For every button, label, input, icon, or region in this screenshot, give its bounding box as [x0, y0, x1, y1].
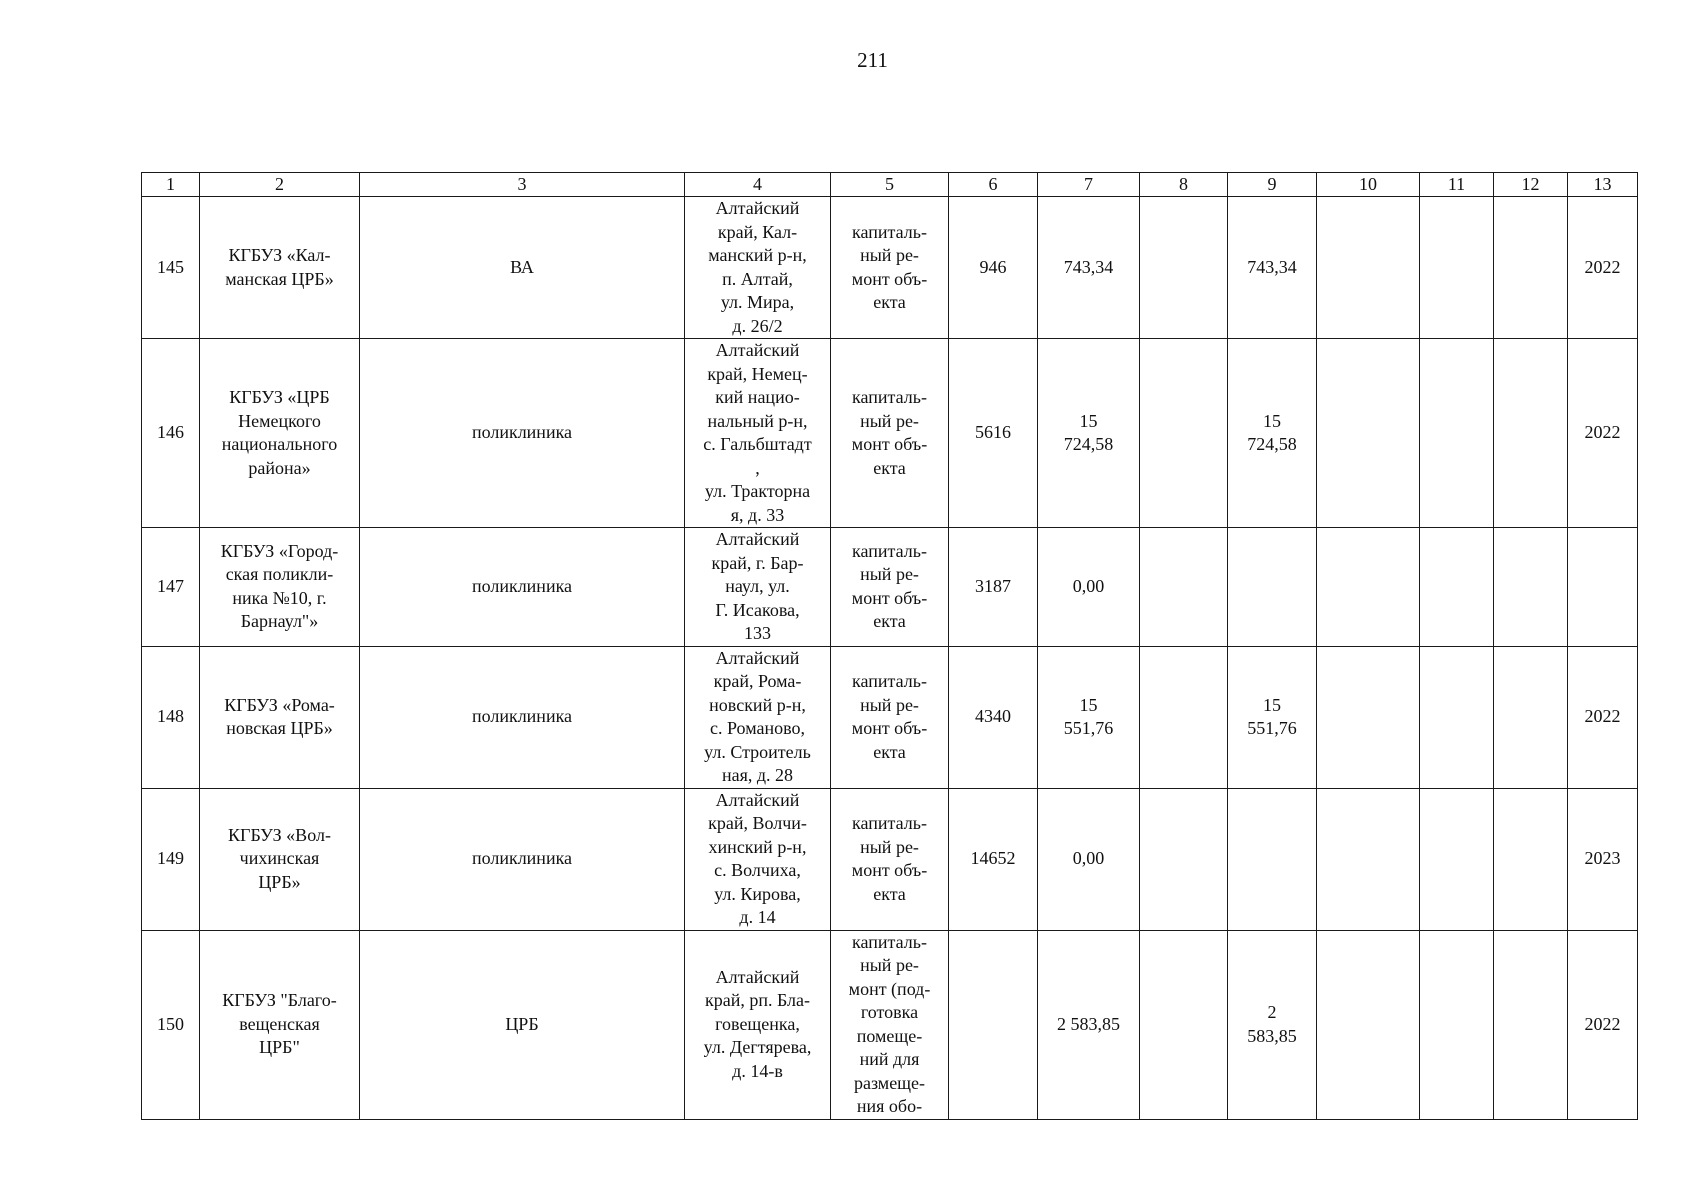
col11-cell — [1420, 788, 1494, 930]
amount-cell: 0,00 — [1038, 528, 1140, 647]
area-cell: 3187 — [949, 528, 1038, 647]
area-cell: 5616 — [949, 339, 1038, 528]
work-type-cell: капиталь- ный ре- монт объ- екта — [831, 788, 949, 930]
col12-cell — [1494, 197, 1568, 339]
column-header: 2 — [200, 173, 360, 197]
row-number: 146 — [142, 339, 200, 528]
table-row — [142, 528, 1638, 647]
col8-cell — [1140, 930, 1228, 1119]
area-cell — [949, 930, 1038, 1119]
col9-cell — [1228, 788, 1317, 930]
object-cell: поликлиника — [360, 339, 685, 528]
col12-cell — [1494, 528, 1568, 647]
area-cell: 946 — [949, 197, 1038, 339]
col10-cell — [1317, 197, 1420, 339]
organization-cell: КГБУЗ «Город- ская поликли- ника №10, г. Барнаул"» — [200, 528, 360, 647]
data-table — [141, 172, 1638, 1120]
column-header: 4 — [685, 173, 831, 197]
col11-cell — [1420, 930, 1494, 1119]
column-header: 3 — [360, 173, 685, 197]
col11-cell — [1420, 197, 1494, 339]
column-header: 6 — [949, 173, 1038, 197]
address-cell: Алтайский край, Рома- новский р-н, с. Романово, ул. Строитель ная, д. 28 — [685, 646, 831, 788]
col10-cell — [1317, 528, 1420, 647]
col12-cell — [1494, 646, 1568, 788]
column-header: 10 — [1317, 173, 1420, 197]
col12-cell — [1494, 788, 1568, 930]
year-cell: 2023 — [1568, 788, 1638, 930]
year-cell: 2022 — [1568, 197, 1638, 339]
col10-cell — [1317, 788, 1420, 930]
work-type-cell: капиталь- ный ре- монт объ- екта — [831, 339, 949, 528]
work-type-cell: капиталь- ный ре- монт (под- готовка помеще- ний для размеще- ния обо- — [831, 930, 949, 1119]
col11-cell — [1420, 339, 1494, 528]
col9-cell: 15 724,58 — [1228, 339, 1317, 528]
column-header: 12 — [1494, 173, 1568, 197]
amount-cell: 2 583,85 — [1038, 930, 1140, 1119]
address-cell: Алтайский край, Немец- кий нацио- нальный р-н, с. Гальбштадт , ул. Тракторна я, д. 33 — [685, 339, 831, 528]
col11-cell — [1420, 528, 1494, 647]
organization-cell: КГБУЗ «Вол- чихинская ЦРБ» — [200, 788, 360, 930]
address-cell: Алтайский край, Кал- манский р-н, п. Алтай, ул. Мира, д. 26/2 — [685, 197, 831, 339]
row-number: 150 — [142, 930, 200, 1119]
object-cell: ЦРБ — [360, 930, 685, 1119]
col8-cell — [1140, 646, 1228, 788]
amount-cell: 743,34 — [1038, 197, 1140, 339]
column-header: 11 — [1420, 173, 1494, 197]
object-cell: поликлиника — [360, 646, 685, 788]
object-cell: поликлиника — [360, 788, 685, 930]
col8-cell — [1140, 339, 1228, 528]
table-row — [142, 930, 1638, 1119]
column-header: 1 — [142, 173, 200, 197]
row-number: 147 — [142, 528, 200, 647]
col8-cell — [1140, 528, 1228, 647]
object-cell: ВА — [360, 197, 685, 339]
col9-cell — [1228, 528, 1317, 647]
object-cell: поликлиника — [360, 528, 685, 647]
organization-cell: КГБУЗ "Благо- вещенская ЦРБ" — [200, 930, 360, 1119]
amount-cell: 15 724,58 — [1038, 339, 1140, 528]
organization-cell: КГБУЗ «Рома- новская ЦРБ» — [200, 646, 360, 788]
col9-cell: 2 583,85 — [1228, 930, 1317, 1119]
year-cell — [1568, 528, 1638, 647]
table-header — [142, 173, 1638, 197]
table-row — [142, 788, 1638, 930]
amount-cell: 0,00 — [1038, 788, 1140, 930]
work-type-cell: капиталь- ный ре- монт объ- екта — [831, 197, 949, 339]
organization-cell: КГБУЗ «Кал- манская ЦРБ» — [200, 197, 360, 339]
header-row — [142, 173, 1638, 197]
col9-cell: 15 551,76 — [1228, 646, 1317, 788]
col10-cell — [1317, 339, 1420, 528]
row-number: 145 — [142, 197, 200, 339]
address-cell: Алтайский край, Волчи- хинский р-н, с. Волчиха, ул. Кирова, д. 14 — [685, 788, 831, 930]
column-header: 9 — [1228, 173, 1317, 197]
page-number: 211 — [857, 48, 888, 72]
column-header: 7 — [1038, 173, 1140, 197]
organization-cell: КГБУЗ «ЦРБ Немецкого национального района» — [200, 339, 360, 528]
col8-cell — [1140, 788, 1228, 930]
table-row — [142, 646, 1638, 788]
year-cell: 2022 — [1568, 646, 1638, 788]
area-cell: 4340 — [949, 646, 1038, 788]
address-cell: Алтайский край, г. Бар- наул, ул. Г. Исакова, 133 — [685, 528, 831, 647]
col9-cell: 743,34 — [1228, 197, 1317, 339]
table-body — [142, 197, 1638, 1120]
column-header: 5 — [831, 173, 949, 197]
col10-cell — [1317, 646, 1420, 788]
column-header: 13 — [1568, 173, 1638, 197]
table-row — [142, 197, 1638, 339]
col12-cell — [1494, 339, 1568, 528]
year-cell: 2022 — [1568, 339, 1638, 528]
col12-cell — [1494, 930, 1568, 1119]
table-row — [142, 339, 1638, 528]
row-number: 149 — [142, 788, 200, 930]
amount-cell: 15 551,76 — [1038, 646, 1140, 788]
col8-cell — [1140, 197, 1228, 339]
row-number: 148 — [142, 646, 200, 788]
area-cell: 14652 — [949, 788, 1038, 930]
work-type-cell: капиталь- ный ре- монт объ- екта — [831, 646, 949, 788]
address-cell: Алтайский край, рп. Бла- говещенка, ул. Дегтярева, д. 14-в — [685, 930, 831, 1119]
year-cell: 2022 — [1568, 930, 1638, 1119]
col10-cell — [1317, 930, 1420, 1119]
work-type-cell: капиталь- ный ре- монт объ- екта — [831, 528, 949, 647]
column-header: 8 — [1140, 173, 1228, 197]
col11-cell — [1420, 646, 1494, 788]
